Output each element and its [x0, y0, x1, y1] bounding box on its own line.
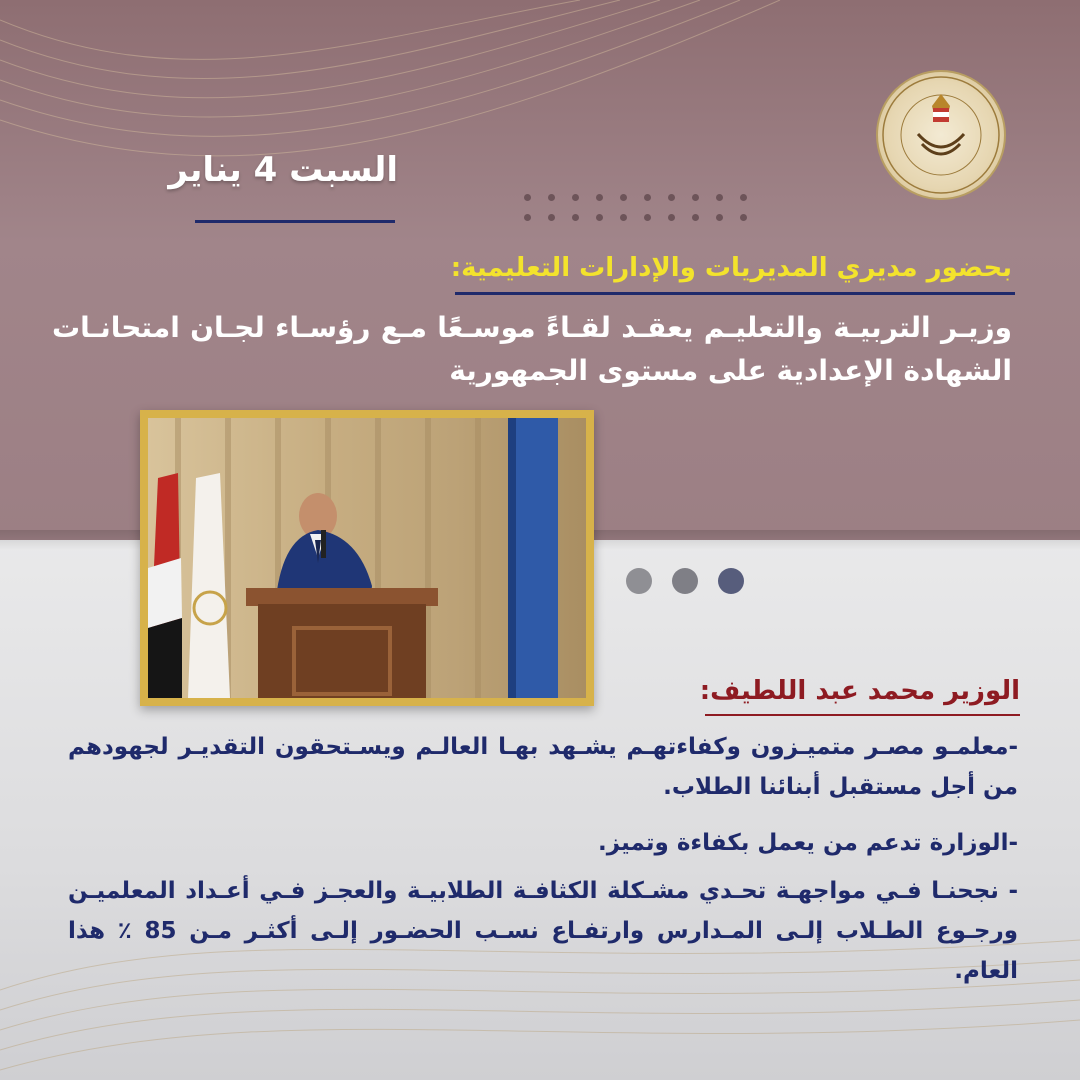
- minister-name-title: الوزير محمد عبد اللطيف:: [699, 676, 1020, 706]
- pager-dot-2[interactable]: [672, 568, 698, 594]
- kicker-headline: بحضور مديري المديريات والإدارات التعليمية:: [450, 253, 1012, 283]
- minister-photo-illustration: [148, 418, 586, 698]
- pager-dot-3-active[interactable]: [718, 568, 744, 594]
- date-label: السبت 4 يناير: [168, 150, 398, 190]
- minister-photo: [148, 418, 586, 698]
- ministry-seal-graphic: [878, 72, 1004, 198]
- ministry-seal-icon: [876, 70, 1006, 200]
- statement-2: -الوزارة تدعم من يعمل بكفاءة وتميز.: [598, 830, 1018, 856]
- date-underline: [195, 220, 395, 223]
- main-headline: وزيـر التربيـة والتعليـم يعقـد لقـاءً موسـعًا مـع رؤسـاء لجـان امتحانـات الشهادة الإعدادية على مستوى الجمهورية: [52, 311, 1012, 387]
- pager-dot-1[interactable]: [626, 568, 652, 594]
- photo-frame: [140, 410, 594, 706]
- statement-3: - نجحنـا فـي مواجهـة تحـدي مشـكلة الكثافـة الطلابيـة والعجـز فـي أعـداد المعلميـن ورجـوع الطـلاب إلـى المـدارس وارتفـاع نسـب الحضـور إلـى أكثـر مـن 85 ٪ هذا العام.: [68, 878, 1018, 984]
- minister-name-underline: [705, 714, 1020, 716]
- statement-1: -معلمـو مصـر متميـزون وكفاءتهـم يشـهد بهـا العالـم ويسـتحقون التقديـر لجهودهم من أجل مستقبل أبنائنا الطلاب.: [68, 734, 1018, 800]
- carousel-pager: [624, 568, 754, 596]
- decorative-dots: [520, 194, 760, 224]
- kicker-underline: [455, 292, 1015, 295]
